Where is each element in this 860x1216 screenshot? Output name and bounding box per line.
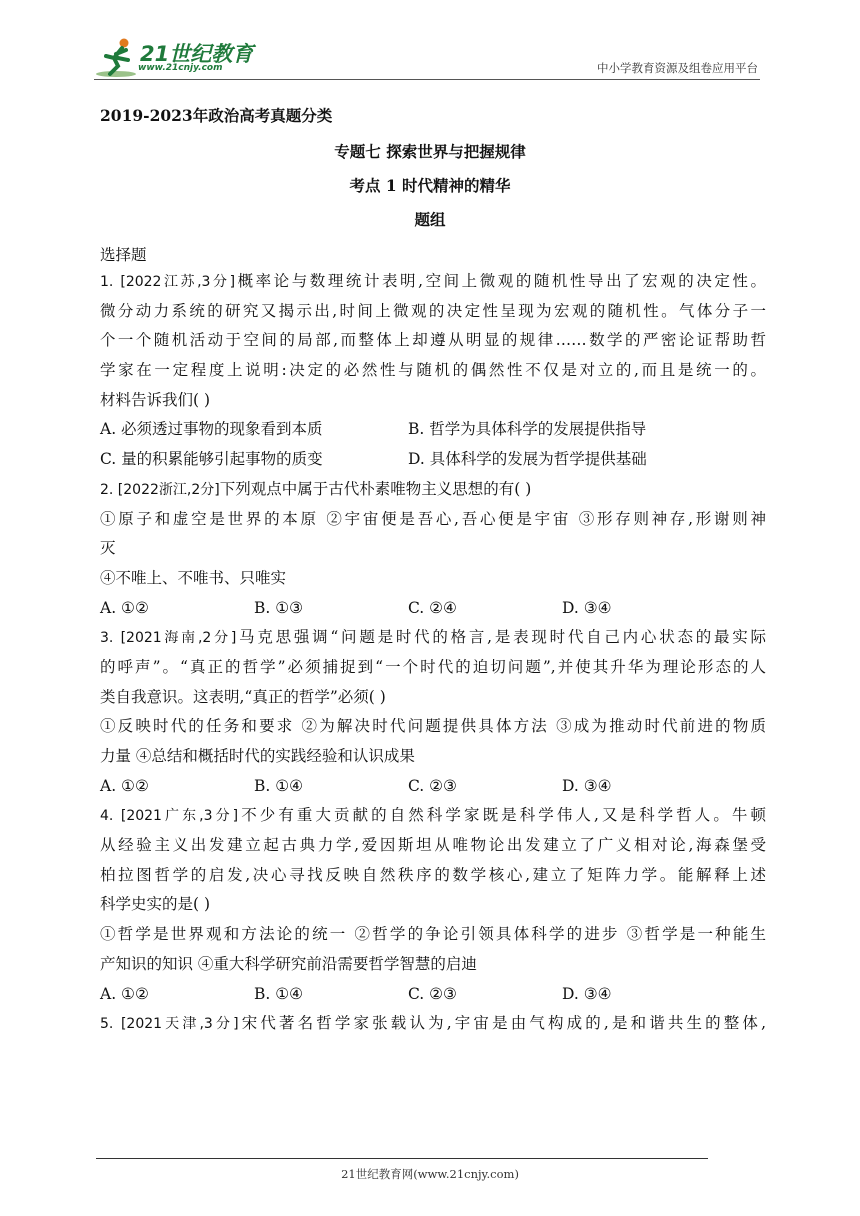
option-d: D. ③④ xyxy=(562,776,612,795)
page-header xyxy=(94,36,758,80)
option-c: C. ②④ xyxy=(408,598,457,617)
header-divider xyxy=(94,79,760,80)
topic-heading: 专题七 探索世界与把握规律 xyxy=(334,142,526,161)
question-2-line: 灭 xyxy=(100,539,116,558)
logo-url-text: www.21cnjy.com xyxy=(138,63,223,73)
option-a: A. ①② xyxy=(100,776,149,795)
option-c: C. ②③ xyxy=(408,776,457,795)
option-c: C. ②③ xyxy=(408,984,457,1003)
option-b: B. ①③ xyxy=(254,598,304,617)
option-a: A. 必须透过事物的现象看到本质 xyxy=(100,420,323,439)
group-heading: 题组 xyxy=(414,210,446,229)
header-tagline: 中小学教育资源及组卷应用平台 xyxy=(597,61,758,75)
question-4-line: ①哲学是世界观和方法论的统一 ②哲学的争论引领具体科学的进步 ③哲学是一种能生 xyxy=(100,925,766,944)
question-3-line: 的呼声”。“真正的哲学”必须捕捉到“一个时代的迫切问题”,并使其升华为理论形态的人 xyxy=(100,657,766,676)
question-4-line: 产知识的知识 ④重大科学研究前沿需要哲学智慧的启迪 xyxy=(100,954,477,973)
option-d: D. ③④ xyxy=(562,984,612,1003)
question-4-options xyxy=(100,980,766,1010)
point-heading: 考点 1 时代精神的精华 xyxy=(349,176,511,195)
question-1-line: 材料告诉我们( ) xyxy=(100,390,211,409)
question-4-source: 4. [2021广东,3分] xyxy=(100,808,239,825)
section-label: 选择题 xyxy=(100,246,147,264)
question-list xyxy=(100,267,766,1039)
question-4-line: 从经验主义出发建立起古典力学,爱因斯坦从唯物论出发建立了广义相对论,海森堡受 xyxy=(100,836,766,855)
question-3-line: 力量 ④总结和概括时代的实践经验和认识成果 xyxy=(100,747,415,765)
option-d: D. 具体科学的发展为哲学提供基础 xyxy=(408,450,647,469)
option-b: B. 哲学为具体科学的发展提供指导 xyxy=(408,420,647,439)
question-3-line: ①反映时代的任务和要求 ②为解决时代问题提供具体方法 ③成为推动时代前进的物质 xyxy=(100,717,766,736)
option-a: A. ①② xyxy=(100,984,149,1003)
question-5-source: 5. [2021天津,3分] xyxy=(100,1016,239,1033)
site-logo[interactable] xyxy=(94,36,254,80)
question-5-line: 5. [2021天津,3分]宋代著名哲学家张载认为,宇宙是由气构成的,是和谐共生的整体, xyxy=(100,1014,766,1033)
question-3-line: 类自我意识。这表明,“真正的哲学”必须( ) xyxy=(100,687,386,706)
question-2-line: ①原子和虚空是世界的本原 ②宇宙便是吾心,吾心便是宇宙 ③形存则神存,形谢则神 xyxy=(100,509,766,528)
question-3-source: 3. [2021海南,2分] xyxy=(100,630,237,647)
question-2-line: 2. [2022浙江,2分]下列观点中属于古代朴素唯物主义思想的有( ) xyxy=(100,479,532,498)
question-4-line: 4. [2021广东,3分]不少有重大贡献的自然科学家既是科学伟人,又是科学哲人。牛顿 xyxy=(100,806,766,825)
question-4-line: 柏拉图哲学的启发,决心寻找反映自然秩序的数学核心,建立了矩阵力学。能解释上述 xyxy=(100,865,766,884)
option-c: C. 量的积累能够引起事物的质变 xyxy=(100,450,323,469)
question-2-line: ④不唯上、不唯书、只唯实 xyxy=(100,568,287,587)
runner-logo-icon xyxy=(94,36,144,80)
page-footer[interactable]: 21世纪教育网(www.21cnjy.com) xyxy=(341,1167,519,1181)
question-1-line: 1. [2022江苏,3分]概率论与数理统计表明,空间上微观的随机性导出了宏观的决定性。 xyxy=(100,272,766,290)
option-b: B. ①④ xyxy=(254,776,304,795)
question-1-source: 1. [2022江苏,3分] xyxy=(100,274,236,290)
document-title: 2019-2023年政治高考真题分类 xyxy=(100,106,333,125)
footer-divider xyxy=(96,1158,708,1159)
question-3-line: 3. [2021海南,2分]马克思强调“问题是时代的格言,是表现时代自己内心状态的最实际 xyxy=(100,628,766,647)
option-d: D. ③④ xyxy=(562,598,612,617)
question-4-line: 科学史实的是( ) xyxy=(100,895,211,914)
option-b: B. ①④ xyxy=(254,984,304,1003)
question-1-options xyxy=(100,445,766,475)
question-1-line: 学家在一定程度上说明:决定的必然性与随机的偶然性不仅是对立的,而且是统一的。 xyxy=(100,361,766,380)
question-3-options xyxy=(100,772,766,802)
question-1-options xyxy=(100,415,766,445)
question-2-source: 2. [2022浙江,2分] xyxy=(100,481,220,498)
question-1-line: 微分动力系统的研究又揭示出,时间上微观的决定性呈现为宏观的随机性。气体分子一 xyxy=(100,301,766,320)
question-2-options xyxy=(100,594,766,624)
question-1-line: 个一个随机活动于空间的局部,而整体上却遵从明显的规律……数学的严密论证帮助哲 xyxy=(100,331,766,350)
option-a: A. ①② xyxy=(100,598,149,617)
logo-brand-text: 21世纪教育 xyxy=(140,42,254,66)
